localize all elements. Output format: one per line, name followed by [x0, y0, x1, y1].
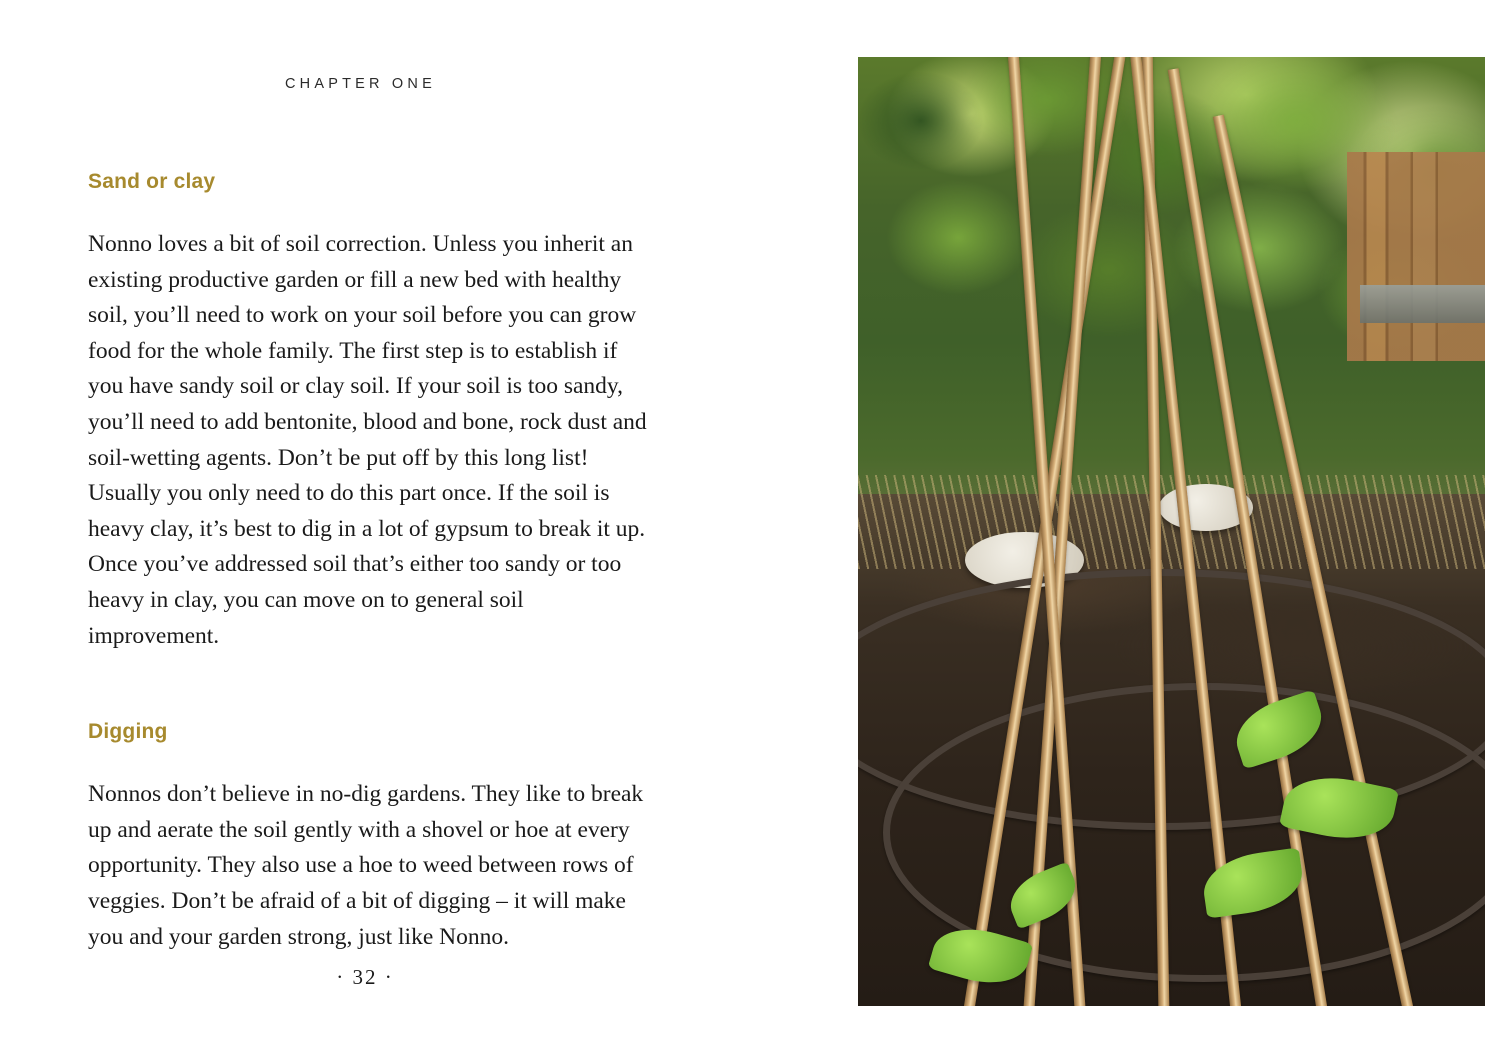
- section-body-sand-or-clay: Nonno loves a bit of soil correction. Unless you inherit an existing productive garden or fill a new bed with healthy soil, you’ll need to work on your soil before you can grow food for the whole family. The first step is to establish if you have sandy soil or clay soil. If your soil is too sandy, you’ll need to add bentonite, blood and bone, rock dust and soil-wetting agents. Don’t be put off by this long list! Usually you only need to do this part once. If the soil is heavy clay, it’s best to dig in a lot of gypsum to break it up. Once you’ve addressed soil that’s either too sandy or too heavy in clay, you can move on to general soil improvement.: [88, 231, 647, 649]
- right-page: [760, 0, 1500, 1062]
- garden-table: [1360, 285, 1485, 323]
- section-heading-sand-or-clay: Sand or clay: [88, 170, 216, 193]
- fence: [1347, 152, 1485, 361]
- text-column: [88, 170, 648, 955]
- garden-photo: [858, 57, 1485, 1006]
- page-number: · 32 ·: [336, 965, 394, 989]
- section-body-digging: Nonnos don’t believe in no-dig gardens. They like to break up and aerate the soil gently with a shovel or hoe at every opportunity. They also use a hoe to weed between rows of veggies. Don’t be afraid of a bit of digging – it will make you and your garden strong, just like Nonno.: [88, 781, 644, 950]
- chapter-label: CHAPTER ONE: [285, 76, 436, 92]
- section-heading-digging: Digging: [88, 720, 168, 744]
